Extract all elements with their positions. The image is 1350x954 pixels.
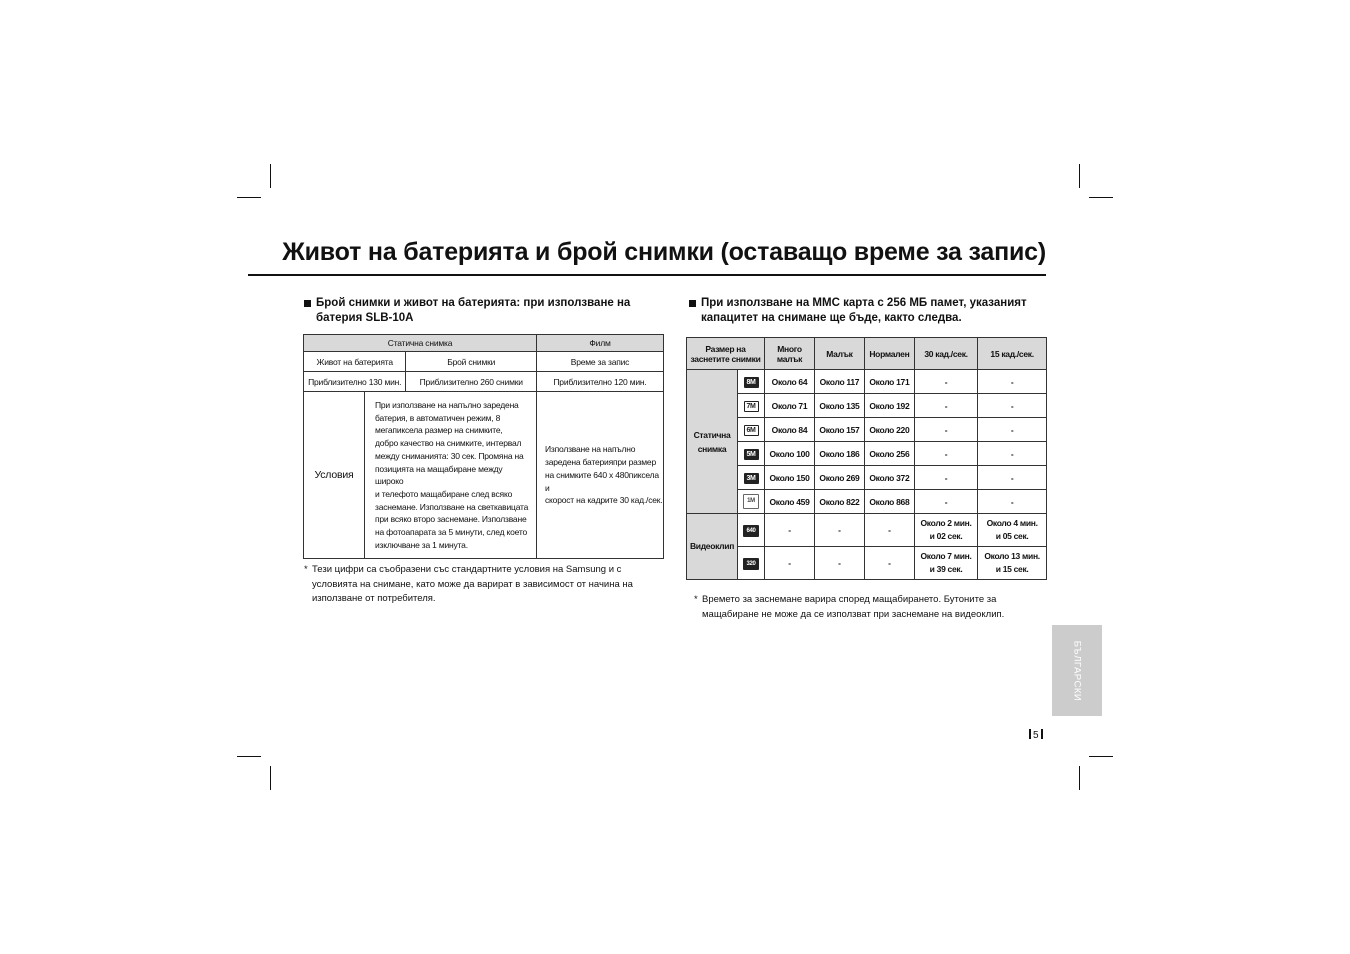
conditions-line: изключване за 1 минута. [375, 539, 468, 550]
header-still: Статична снимка [304, 335, 537, 352]
left-heading [304, 296, 649, 326]
language-tab [1052, 625, 1102, 716]
size-7m-icon: 7M [744, 401, 759, 412]
footnote-star: * [694, 594, 698, 605]
size-1m-icon: 1M [743, 494, 759, 509]
conditions-line: на снимките 640 x 480пиксела и [545, 469, 659, 493]
cell-normal: Около 868 [864, 490, 914, 514]
right-footnote [694, 593, 1054, 622]
conditions-line: на фотоапарата за 5 минути, след което [375, 527, 528, 538]
cell-normal: - [864, 547, 914, 580]
footnote-text [304, 563, 664, 607]
cell-normal: - [864, 514, 914, 547]
cell-very-fine: Около 150 [765, 466, 815, 490]
cell-fps30: - [914, 418, 977, 442]
crop-mark [270, 164, 271, 188]
language-tab-label: БЪЛГАРСКИ [1071, 640, 1083, 702]
value-battery-life: Приблизително 130 мин. [304, 372, 406, 392]
cell-line: Около 13 мин. [984, 551, 1040, 561]
size-5m-icon: 5M [744, 449, 759, 460]
cell-fine: - [814, 514, 864, 547]
cell-fps15 [978, 514, 1047, 547]
header-size-line: заснетите снимки [690, 353, 761, 364]
size-640-icon: 640 [743, 525, 759, 537]
subheader-record-time: Време за запис [537, 352, 664, 372]
cell-fps15: - [978, 490, 1047, 514]
cell-fps15: - [978, 370, 1047, 394]
page-title: Живот на батерията и брой снимки (оставащо време за запис) [282, 238, 1046, 266]
size-6m-icon: 6M [744, 425, 759, 436]
conditions-line: добро качество на снимките, интервал [375, 438, 522, 449]
battery-table [303, 334, 664, 559]
cell-fine: Около 135 [814, 394, 864, 418]
size-320-icon: 320 [743, 558, 759, 570]
cell-line: Около 7 мин. [920, 551, 972, 561]
header-very-fine-line: малък [776, 353, 803, 364]
cell-fps30: - [914, 394, 977, 418]
cell-fps15: - [978, 466, 1047, 490]
conditions-line: Използване на напълно [545, 444, 636, 455]
page-number-bar [1041, 729, 1043, 739]
cell-very-fine: Около 459 [765, 490, 815, 514]
crop-mark [1089, 756, 1113, 757]
header-film: Филм [537, 335, 664, 352]
right-heading-text: При използване на MMC карта с 256 МБ памет, указаният капацитет на снимане ще бъде, както следва. [701, 297, 1027, 324]
footnote-line: използване от потребителя. [312, 593, 436, 604]
header-size-line: Размер на [705, 343, 746, 354]
crop-mark [1079, 766, 1080, 790]
footnote-line: мащабиране не може да се използват при заснемане на видеоклип. [702, 608, 1005, 620]
square-bullet-icon [304, 300, 311, 307]
cell-fine: - [814, 547, 864, 580]
table-row [687, 514, 1047, 547]
conditions-line: скорост на кадрите 30 кад./сек. [545, 495, 663, 506]
cell-fine: Около 822 [814, 490, 864, 514]
header-fps15: 15 кад./сек. [978, 338, 1047, 370]
cell-fps30: - [914, 442, 977, 466]
size-icon-cell [738, 418, 765, 442]
size-icon-cell [738, 466, 765, 490]
size-icon-cell [738, 394, 765, 418]
table-row [687, 466, 1047, 490]
left-footnote [304, 563, 664, 607]
still-group-line: Статична [693, 429, 731, 440]
subheader-shots: Брой снимки [406, 352, 537, 372]
page-number [1027, 729, 1045, 741]
size-icon-cell [738, 490, 765, 514]
conditions-line: между сниманията: 30 сек. Промяна на [375, 450, 524, 461]
table-row [687, 394, 1047, 418]
cell-very-fine: - [765, 547, 815, 580]
conditions-line: при всяко второ заснемане. Използване [375, 514, 527, 525]
conditions-label: Условия [304, 392, 365, 559]
header-fps30: 30 кад./сек. [914, 338, 977, 370]
video-group-label: Видеоклип [687, 514, 738, 580]
cell-normal: Около 372 [864, 466, 914, 490]
cell-normal: Около 220 [864, 418, 914, 442]
size-icon-cell [738, 547, 765, 580]
cell-fps15: - [978, 442, 1047, 466]
footnote-line: Тези цифри са съобразени със стандартните условия на Samsung и с [312, 564, 622, 575]
cell-fps30 [914, 514, 977, 547]
right-heading [689, 296, 1049, 326]
cell-line: и 15 сек. [995, 564, 1029, 574]
header-normal: Нормален [864, 338, 914, 370]
crop-mark [1089, 197, 1113, 198]
page-number-bar [1029, 729, 1031, 739]
table-row [687, 442, 1047, 466]
cell-line: и 02 сек. [929, 531, 963, 541]
header-very-fine-line: Много [777, 343, 802, 354]
conditions-line: батерия, в автоматичен режим, 8 [375, 412, 501, 423]
cell-very-fine: Около 84 [765, 418, 815, 442]
header-very-fine [765, 338, 815, 370]
cell-fine: Около 157 [814, 418, 864, 442]
conditions-film [537, 392, 664, 559]
conditions-line: мегапиксела размер на снимките, [375, 425, 503, 436]
crop-mark [1079, 164, 1080, 188]
cell-normal: Около 192 [864, 394, 914, 418]
square-bullet-icon [689, 300, 696, 307]
conditions-line: При използване на напълно заредена [375, 400, 519, 410]
cell-line: и 05 сек. [995, 531, 1029, 541]
conditions-line: заснемане. Използване на светкавицата [375, 501, 529, 512]
cell-normal: Около 171 [864, 370, 914, 394]
conditions-line: позицията на мащабиране между широко [375, 463, 503, 487]
still-group-label [687, 370, 738, 514]
footnote-text [694, 593, 1054, 622]
capacity-table [686, 337, 1047, 580]
still-group-line: снимка [697, 443, 727, 454]
conditions-line: заредена батерияпри размер [545, 457, 656, 468]
size-icon-cell [738, 514, 765, 547]
size-3m-icon: 3M [744, 473, 759, 484]
size-icon-cell [738, 370, 765, 394]
size-8m-icon: 8M [744, 377, 759, 388]
cell-fps30: - [914, 370, 977, 394]
cell-fps30 [914, 547, 977, 580]
footnote-star: * [304, 564, 308, 575]
cell-fps30: - [914, 466, 977, 490]
cell-fine: Около 117 [814, 370, 864, 394]
cell-line: и 39 сек. [929, 564, 963, 574]
crop-mark [237, 197, 261, 198]
table-row [687, 490, 1047, 514]
cell-fps15: - [978, 418, 1047, 442]
cell-fine: Около 186 [814, 442, 864, 466]
left-heading-text: Брой снимки и живот на батерията: при използване на батерия SLB-10A [316, 297, 631, 324]
title-rule [248, 274, 1046, 276]
cell-fine: Около 269 [814, 466, 864, 490]
cell-very-fine: Около 100 [765, 442, 815, 466]
cell-very-fine: - [765, 514, 815, 547]
header-size [687, 338, 765, 370]
table-row [687, 547, 1047, 580]
size-icon-cell [738, 442, 765, 466]
value-record-time: Приблизително 120 мин. [537, 372, 664, 392]
footnote-line: Времето за заснемане варира според мащабирането. Бутоните за [702, 594, 997, 605]
value-shots: Приблизително 260 снимки [406, 372, 537, 392]
page-number-value: 5 [1033, 730, 1039, 741]
cell-fps15: - [978, 394, 1047, 418]
cell-line: Около 4 мин. [986, 518, 1038, 528]
cell-fps30: - [914, 490, 977, 514]
conditions-line: и телефото мащабиране след всяко [375, 488, 513, 499]
crop-mark [237, 756, 261, 757]
crop-mark [270, 766, 271, 790]
cell-line: Около 2 мин. [920, 518, 972, 528]
table-row [687, 418, 1047, 442]
cell-normal: Около 256 [864, 442, 914, 466]
cell-very-fine: Около 71 [765, 394, 815, 418]
cell-fps15 [978, 547, 1047, 580]
subheader-battery-life: Живот на батерията [304, 352, 406, 372]
header-fine: Малък [814, 338, 864, 370]
footnote-line: условията на снимане, като може да варират в зависимост от начина на [312, 578, 633, 590]
table-row [687, 370, 1047, 394]
cell-very-fine: Около 64 [765, 370, 815, 394]
conditions-still [365, 392, 537, 559]
